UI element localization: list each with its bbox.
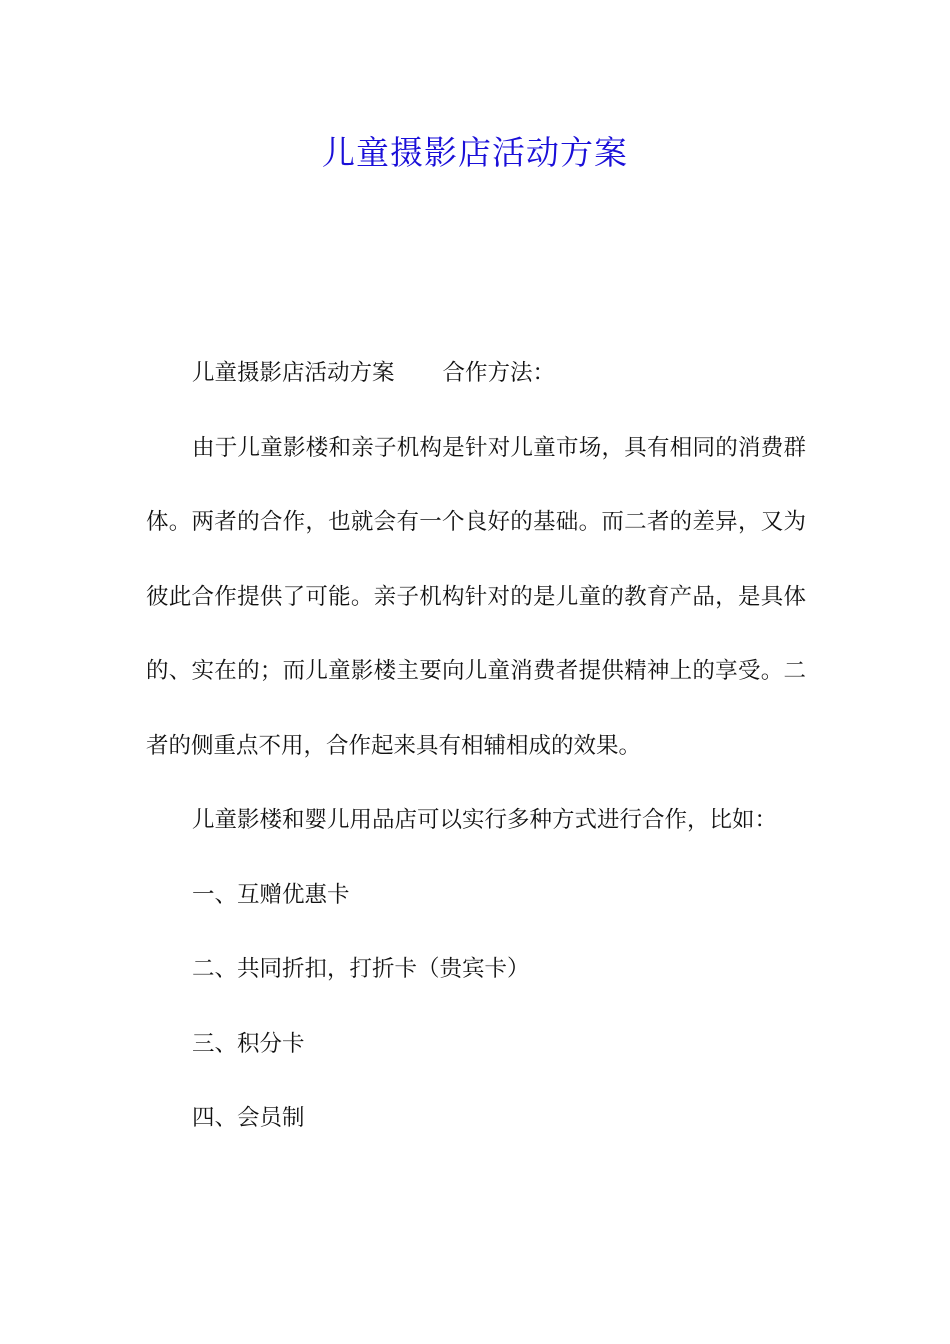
paragraph: 由于儿童影楼和亲子机构是针对儿童市场，具有相同的消费群体。两者的合作，也就会有一个良好的基础。而二者的差异，又为彼此合作提供了可能。亲子机构针对的是儿童的教育产品，是具体的、实在的；而儿童影楼主要向儿童消费者提供精神上的享受。二者的侧重点不用，合作起来具有相辅相成的效果。 (146, 434, 806, 759)
list-item: 一、互赠优惠卡 (192, 881, 350, 908)
paragraph: 儿童影楼和婴儿用品店可以实行多种方式进行合作，比如： (192, 807, 778, 833)
list-item: 四、会员制 (192, 1105, 305, 1131)
list-item: 二、共同折扣，打折卡（贵宾卡） (192, 956, 530, 982)
list-item: 三、积分卡 (192, 1030, 305, 1057)
document-title: 儿童摄影店活动方案 (322, 133, 628, 172)
intro-line (146, 336, 806, 411)
intro-heading: 合作方法： (442, 360, 556, 386)
intro-title: 儿童摄影店活动方案 (192, 360, 395, 386)
document-body (146, 336, 806, 1156)
